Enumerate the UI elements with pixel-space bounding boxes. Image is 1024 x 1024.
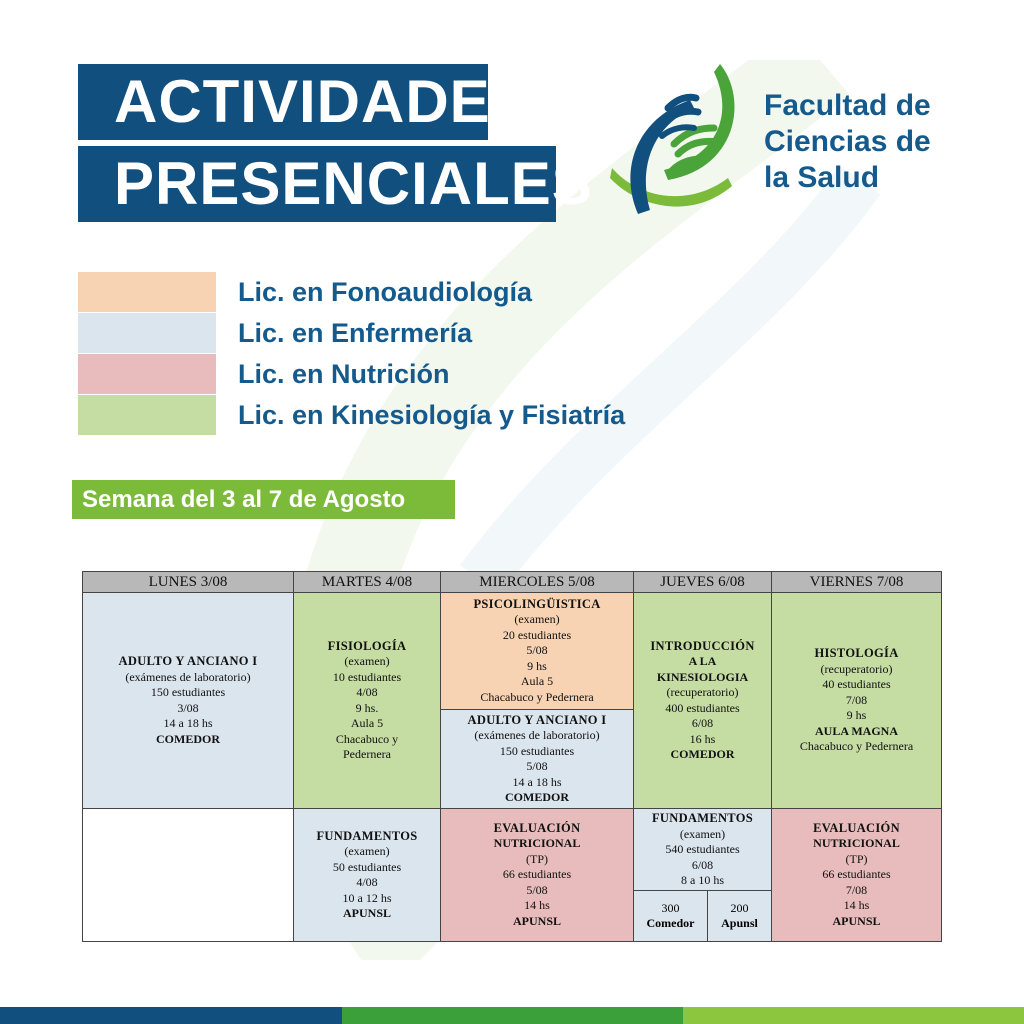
cell-miercoles-adulto-anciano: [440, 709, 634, 809]
legend-label: Lic. en Enfermería: [238, 318, 473, 348]
legend-label: Lic. en Kinesiología y Fisiatría: [238, 400, 626, 430]
activity-detail: 9 hs: [527, 658, 547, 673]
activity-detail: 5/08: [526, 882, 548, 897]
activity-detail: 150 estudiantes: [150, 685, 226, 699]
activity-detail: Aula 5: [350, 716, 384, 730]
activity-detail: COMEDOR: [670, 747, 735, 761]
activity-detail: COMEDOR: [156, 731, 220, 746]
split-place: Comedor: [646, 916, 695, 930]
activity-title: INTRODUCCIÓN: [650, 638, 755, 653]
activity-detail: 150 estudiantes: [499, 743, 575, 758]
split-count: 300: [661, 901, 680, 915]
activity-title: EVALUACIÓN: [813, 820, 900, 835]
footer-bar-lightgreen: [683, 1007, 1024, 1024]
activity-detail: (exámenes de laboratorio): [474, 728, 600, 742]
faculty-name-line-3: la Salud: [764, 161, 880, 194]
activity-detail: (exámenes de laboratorio): [125, 669, 251, 684]
activity-detail: 16 hs: [689, 731, 716, 746]
activity-title: HISTOLOGÍA: [814, 646, 899, 661]
activity-detail: 5/08: [526, 643, 548, 658]
header-lunes: LUNES 3/08: [82, 571, 294, 593]
activity-detail: 7/08: [845, 692, 868, 707]
legend-swatch: [78, 272, 216, 312]
cell-jueves-split-apunsl: [707, 890, 772, 942]
cell-miercoles-psicolinguistica: [440, 592, 634, 710]
cell-jueves-split-comedor: [633, 890, 708, 942]
schedule-table: [82, 571, 942, 942]
activity-detail: (examen): [514, 612, 560, 627]
activity-title: ADULTO Y ANCIANO I: [467, 712, 607, 727]
activity-detail: (TP): [526, 851, 548, 866]
activity-detail: 7/08: [845, 882, 868, 897]
faculty-hands-logo: [608, 58, 748, 218]
activity-detail: 4/08: [356, 685, 378, 699]
header-viernes: VIERNES 7/08: [771, 571, 942, 593]
split-place: Apunsl: [721, 916, 758, 930]
activity-detail: 10 estudiantes: [332, 669, 402, 684]
header-martes: MARTES 4/08: [293, 571, 441, 593]
week-label: Semana del 3 al 7 de Agosto: [72, 480, 455, 519]
activity-title: FISIOLOGÍA: [327, 638, 407, 653]
activity-detail: 9 hs: [846, 708, 867, 723]
activity-detail: 66 estudiantes: [822, 867, 891, 882]
activity-detail: (TP): [845, 851, 868, 866]
activity-detail: Chacabuco y: [335, 731, 399, 746]
legend-swatch: [78, 354, 216, 394]
cell-martes-fundamentos: [293, 808, 441, 942]
activity-detail: AULA MAGNA: [815, 723, 898, 738]
split-count: 200: [730, 901, 749, 915]
activity-detail: NUTRICIONAL: [493, 836, 581, 851]
activity-detail: COMEDOR: [505, 790, 569, 804]
activity-detail: (examen): [679, 826, 726, 841]
activity-detail: 40 estudiantes: [822, 677, 891, 692]
activity-detail: APUNSL: [342, 906, 391, 920]
activity-detail: 9 hs.: [355, 700, 379, 715]
legend-swatch: [78, 395, 216, 435]
activity-detail: 10 a 12 hs: [342, 890, 392, 905]
activity-detail: (examen): [344, 654, 390, 668]
activity-detail: 8 a 10 hs: [681, 873, 724, 888]
activity-title: EVALUACIÓN: [493, 820, 581, 835]
faculty-name-line-1: Facultad de: [764, 89, 931, 122]
faculty-name-line-2: Ciencias de: [764, 125, 931, 158]
activity-detail: (recuperatorio): [666, 685, 739, 699]
activity-title: ADULTO Y ANCIANO I: [118, 654, 258, 668]
activity-detail: 20 estudiantes: [502, 627, 572, 642]
activity-detail: Chacabuco y Pedernera: [799, 739, 914, 754]
activity-detail: APUNSL: [832, 913, 881, 928]
cell-viernes-evaluacion-nutricional: [771, 808, 942, 942]
cell-jueves-fundamentos: [633, 808, 772, 891]
cell-lunes-adulto-anciano: [82, 592, 294, 809]
activity-detail: 14 hs: [524, 898, 550, 913]
activity-detail: 50 estudiantes: [332, 859, 402, 874]
legend-swatch: [78, 313, 216, 353]
cell-jueves-introduccion-kinesiologia: [633, 592, 772, 809]
faculty-name: [764, 88, 931, 196]
legend-label: Lic. en Nutrición: [238, 359, 450, 389]
activity-detail: A LA: [688, 654, 717, 668]
activity-detail: KINESIOLOGIA: [656, 669, 749, 684]
activity-detail: 14 hs: [843, 898, 870, 913]
activity-detail: 66 estudiantes: [502, 867, 572, 882]
activity-detail: 540 estudiantes: [665, 842, 740, 857]
footer-bar-navy: [0, 1007, 342, 1024]
activity-detail: 400 estudiantes: [665, 700, 740, 715]
activity-detail: Chacabuco y Pedernera: [480, 689, 594, 704]
activity-detail: 14 a 18 hs: [512, 774, 562, 789]
activity-detail: 6/08: [691, 716, 714, 730]
activity-detail: NUTRICIONAL: [813, 836, 900, 851]
activity-detail: Aula 5: [520, 674, 554, 689]
activity-detail: APUNSL: [512, 913, 561, 928]
activity-detail: 4/08: [356, 875, 378, 889]
activity-title: FUNDAMENTOS: [652, 811, 753, 826]
activity-detail: (examen): [344, 844, 390, 858]
activity-detail: 6/08: [691, 857, 714, 872]
legend-label: Lic. en Fonoaudiología: [238, 277, 532, 307]
footer-bar-green: [342, 1007, 683, 1024]
cell-lunes-empty: [82, 808, 294, 942]
cell-miercoles-evaluacion-nutricional: [440, 808, 634, 942]
activity-detail: 5/08: [526, 759, 548, 773]
activity-detail: 14 a 18 hs: [163, 716, 213, 730]
title-line-1: ACTIVIDADES: [78, 64, 488, 140]
activity-detail: 3/08: [177, 700, 199, 715]
header-miercoles: MIERCOLES 5/08: [440, 571, 634, 593]
title-line-2: PRESENCIALES: [78, 146, 556, 222]
activity-title: PSICOLINGÜISTICA: [473, 596, 601, 611]
cell-viernes-histologia: [771, 592, 942, 809]
header-jueves: JUEVES 6/08: [633, 571, 772, 593]
activity-title: FUNDAMENTOS: [316, 828, 418, 843]
activity-detail: (recuperatorio): [820, 661, 893, 676]
activity-detail: Pedernera: [343, 747, 391, 761]
cell-martes-fisiologia: [293, 592, 441, 809]
